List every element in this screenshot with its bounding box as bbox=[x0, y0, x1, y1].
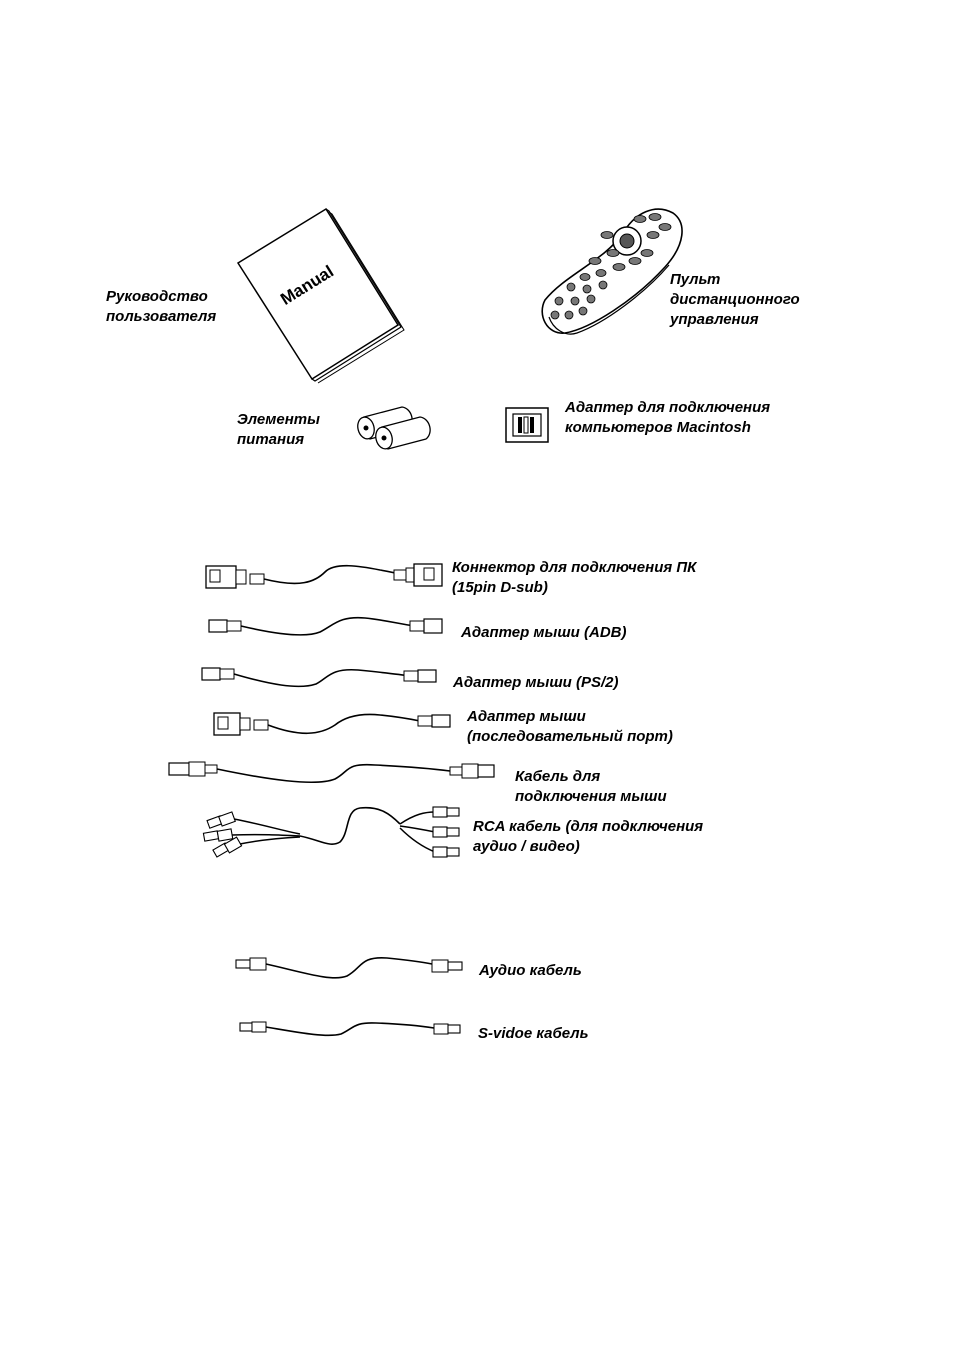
vga-cable-label-line-2: (15pin D-sub) bbox=[452, 579, 548, 596]
adb-mouse-adapter-label-line-1: Адаптер мыши (ADB) bbox=[461, 624, 627, 641]
rca-cable-icon bbox=[200, 800, 465, 870]
svideo-cable-label bbox=[478, 1024, 589, 1044]
vga-cable-label bbox=[452, 558, 696, 598]
svideo-cable-icon bbox=[236, 1016, 472, 1046]
serial-mouse-adapter-label-line-1: Адаптер мыши bbox=[467, 708, 586, 725]
batteries-label bbox=[237, 410, 320, 450]
adb-mouse-adapter-icon bbox=[205, 612, 455, 646]
remote-label bbox=[670, 270, 800, 330]
mac-adapter-label-line-1: Адаптер для подключения bbox=[565, 399, 771, 416]
ps2-mouse-adapter-label bbox=[453, 673, 619, 693]
serial-mouse-adapter-label bbox=[467, 707, 673, 747]
mouse-cable-label bbox=[515, 767, 667, 807]
remote-label-line-1: Пульт bbox=[670, 271, 721, 288]
ps2-mouse-adapter-icon bbox=[198, 662, 448, 696]
remote-label-line-3: управления bbox=[670, 311, 759, 328]
batteries-label-line-1: Элементы bbox=[237, 411, 320, 428]
mac-adapter-icon bbox=[505, 407, 549, 443]
mouse-cable-icon bbox=[165, 757, 515, 793]
manual-label bbox=[106, 287, 216, 327]
batteries-icon bbox=[352, 403, 437, 451]
serial-mouse-adapter-icon bbox=[210, 707, 460, 743]
vga-cable-icon bbox=[200, 558, 450, 598]
mouse-cable-label-line-2: подключения мыши bbox=[515, 788, 667, 805]
manual-label-line-1: Руководство bbox=[106, 288, 208, 305]
rca-cable-label-line-1: RCA кабель (для подключения bbox=[473, 818, 704, 835]
manual-label-line-2: пользователя bbox=[106, 308, 217, 325]
batteries-label-line-2: питания bbox=[237, 431, 305, 448]
adb-mouse-adapter-label bbox=[461, 623, 626, 643]
audio-cable-label-line-1: Аудио кабель bbox=[479, 962, 582, 979]
serial-mouse-adapter-label-line-2: (последовательный порт) bbox=[467, 728, 673, 745]
remote-control-icon bbox=[535, 205, 690, 345]
mouse-cable-label-line-1: Кабель для bbox=[515, 768, 601, 785]
manual-cover-text: Manual bbox=[277, 261, 337, 309]
vga-cable-label-line-1: Коннектор для подключения ПК bbox=[452, 559, 697, 576]
mac-adapter-label-line-2: компьютеров Macintosh bbox=[565, 419, 751, 436]
manual-book-icon bbox=[230, 205, 405, 385]
ps2-mouse-adapter-label-line-1: Адаптер мыши (PS/2) bbox=[453, 674, 619, 691]
rca-cable-label bbox=[473, 817, 703, 857]
svideo-cable-label-line-1: S-vidoe кабель bbox=[478, 1025, 589, 1042]
rca-cable-label-line-2: аудио / видео) bbox=[473, 838, 580, 855]
mac-adapter-label bbox=[565, 398, 770, 438]
audio-cable-label bbox=[479, 961, 582, 981]
remote-label-line-2: дистанционного bbox=[670, 291, 800, 308]
audio-cable-icon bbox=[232, 952, 472, 988]
